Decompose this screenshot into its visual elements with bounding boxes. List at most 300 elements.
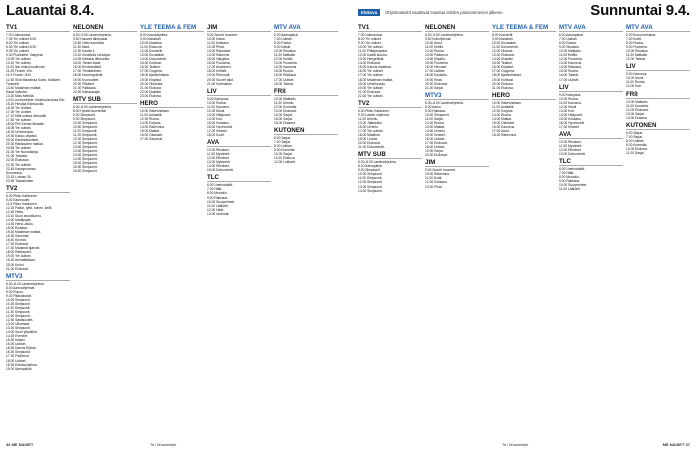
program-row: 21.05 Tosiasia.	[6, 154, 28, 159]
program-row: 12.00 Simpsonit.	[73, 137, 98, 142]
program-row: 10.30 Simpsonit.	[73, 124, 98, 129]
program-row: 9.30 Pääkokuiset.	[6, 293, 33, 298]
program-row: 18.00 Kokkailu.	[425, 73, 448, 78]
program-row: 14.00 Suuri ylävaltiot.	[6, 330, 38, 335]
program-row: 18.00 Ajankohtaiset.	[492, 73, 522, 78]
program-row: 6.00–9.50 Lastenohjelmia.	[425, 33, 464, 37]
listing-column	[626, 22, 690, 437]
program-row: 10.00 Suurperheet.	[207, 199, 236, 204]
program-row: 15.30 Isolasi.	[6, 338, 26, 343]
program-row: 6.00 Aamupäivä.	[559, 33, 584, 37]
program-row: 6.00 Unelmahäät.	[207, 183, 234, 188]
channel-heading: AVA	[559, 131, 623, 139]
program-row: 8.00 Ruoka.	[274, 41, 292, 46]
program-row: 11.00 Simpsonit.	[73, 128, 98, 133]
program-row: 11.00 Lääkärit.	[559, 187, 581, 192]
program-row: 10.00 Rakennus.	[425, 172, 450, 177]
program-row: 8.00 Yle uutiset.	[358, 37, 382, 42]
program-row: 23.00 Elokuva.	[140, 93, 162, 98]
program-row: 9.30 Simpsonit.	[73, 116, 96, 121]
program-row: 19.00 Kuurouteet.	[73, 77, 100, 82]
program-row: 17.10 Mitä soittaa vihtoralle.	[6, 113, 48, 118]
program-row: 13.00 Korjaus.	[140, 120, 162, 125]
program-row: 12.00 Elokuvat.	[626, 107, 649, 112]
program-row: 8.00 Ruoka.	[559, 41, 577, 46]
channel-heading: YLE TEEMA & FEM	[492, 24, 556, 32]
program-row: 15.00 Teatteri.	[492, 61, 513, 66]
program-row: 19.30 Kauko-ohjattut.	[6, 134, 38, 139]
left-page	[0, 0, 344, 449]
program-row: 17.00 Ooppera.	[492, 69, 515, 74]
program-row: 8.00 Aamuohjelmat.	[6, 285, 36, 290]
program-row: 8.00 Aamupäivä.	[358, 164, 383, 169]
program-row: 19.00 Urheiluruutu.	[358, 81, 387, 86]
program-row: 13.40 Maailman matkat.	[6, 85, 42, 90]
program-row: 22.45 Kausiprosessi.	[6, 166, 37, 171]
program-row: 16.00 Kauneus.	[492, 124, 516, 129]
program-row: 14.00 Simpsonit.	[73, 153, 98, 158]
program-row: 6.00–8.00 Lastenohjelmia.	[73, 104, 112, 109]
program-row: 9.00 Klassiset.	[492, 37, 514, 42]
program-row: 14.00 Hääpuvut.	[559, 112, 584, 117]
program-row: 11.00 Autotallit.	[140, 112, 163, 117]
program-row: 20.00 Historiaa.	[140, 81, 164, 86]
program-row: 7.00 Sarjat.	[274, 139, 291, 144]
program-row: 11.5 Pikku Kakkonen.	[6, 201, 38, 206]
program-row: 6.30–8.00 Lastenohjelmia.	[425, 100, 464, 105]
program-row: 14.00 Urheilu.	[425, 128, 446, 133]
program-row: 10.00 Rakennetaan.	[492, 100, 522, 105]
footer-page-number: ME NAISET 37	[662, 442, 690, 447]
listing-column	[140, 22, 204, 437]
program-row: 15.00 Sarjat.	[274, 116, 293, 121]
program-row: 12.00 Simpsonit.	[6, 314, 31, 318]
program-row: 14.05 Katsaus lähikuntia.	[73, 57, 110, 62]
program-row: 12.30 Kautta 4.	[73, 49, 96, 54]
program-row: 16.00 Hyvinvointi.	[207, 124, 234, 129]
program-row: 9.00 Klassiset.	[140, 37, 162, 42]
program-row: 16.00 Puutarha.	[207, 61, 231, 66]
program-row: 15.00 Kisassa.	[6, 226, 28, 231]
program-row: 22.00 Elokuvan.	[6, 158, 30, 163]
program-row: 18.00 Maailma.	[358, 133, 381, 138]
program-row: 15.00 Ostokset.	[492, 120, 516, 125]
program-row: 13.00 Pihat.	[425, 184, 443, 189]
program-row: 14.30 Hersi-Jauko.	[6, 222, 34, 227]
program-row: 11.00 Kokkaus.	[207, 41, 230, 46]
program-row: 13.30 Simpsonit.	[73, 149, 98, 154]
program-row: 22.00 Katsausajat.	[73, 89, 101, 94]
program-row: 21.00 Sarjat.	[425, 85, 444, 90]
program-row: 8.00 Kausiohjelma.	[140, 33, 169, 37]
program-row: 17.00 Kauneus.	[140, 137, 164, 142]
program-row: 11.30 Simpsonit.	[6, 309, 31, 314]
program-row: 14.00 Rakkaus.	[559, 65, 582, 70]
program-row: 10.00 Rikokset.	[207, 148, 230, 153]
program-row: 22.00 Musiikki.	[140, 89, 162, 94]
program-row: 16.00 Yle uutiset.	[358, 69, 384, 74]
program-row: 9.00 Rakkaus.	[425, 108, 447, 113]
program-row: 10.00 Rakennetaan.	[140, 108, 170, 113]
program-row: 15.00 Matkat.	[140, 128, 160, 133]
channel-heading: FRII	[274, 88, 338, 96]
program-row: 11.00 Dokumentti.	[492, 45, 519, 50]
program-row: 16.00 Tarinat.	[559, 73, 579, 78]
channel-heading: JIM	[207, 24, 271, 32]
program-row: 14.20 Miss Merkila.	[6, 93, 35, 98]
program-row: 11.00 Matkailu.	[274, 53, 297, 58]
program-row: 20.00 Suuret talot.	[207, 77, 234, 82]
program-row: 14.30 Simpsonit.	[73, 157, 98, 162]
program-row: 8.05 Yle uutiset 8.30.	[6, 45, 37, 50]
program-row: 21.00 Elokuvat.	[358, 89, 381, 94]
program-row: 18.00 Maailman matkat.	[358, 77, 394, 82]
program-row: 7.00 Uutiset.	[274, 37, 293, 42]
program-row: 16.00 Ensimmäisiä.	[73, 65, 102, 70]
program-row: 12.00 Ruoka.	[425, 120, 445, 125]
program-row: 14.00 Draama.	[626, 115, 648, 120]
program-row: 15.00 Ruoka.	[559, 69, 579, 74]
program-row: 13.00 Elokuvat.	[274, 108, 297, 113]
channel-heading: JIM	[425, 159, 489, 167]
program-row: 13.10 Suuri seurakunnu.	[6, 213, 42, 218]
program-row: 19.00 Kulttuuri.	[492, 77, 515, 82]
channel-heading: TLC	[559, 158, 623, 166]
listing-column	[559, 22, 623, 437]
genre-tag: Elokuva	[358, 9, 380, 16]
program-row: 22.00 Yle uutiset.	[358, 93, 384, 98]
header-notice	[358, 9, 504, 16]
program-row: 14.00 Rakenne.	[207, 53, 231, 58]
program-row: 11.00 Pitkäperjantai.	[358, 49, 388, 54]
channel-heading: NELONEN	[73, 24, 137, 32]
program-row: 16.00 Hevoset.	[425, 65, 448, 70]
channel-heading: MTV SUB	[73, 96, 137, 104]
listing-column	[274, 22, 338, 437]
program-row: 13.00 Elokuvat.	[492, 53, 515, 58]
program-row: 8.00 Uutiset.	[274, 144, 293, 149]
program-row: 20.00 Kuhni.	[6, 262, 25, 267]
program-row: 14.45 Eveneet.	[6, 334, 29, 339]
program-row: 12.00 Kaikki kuuluu.	[358, 53, 388, 58]
program-row: 11.00 Sarjat.	[425, 116, 444, 121]
listing-columns-left	[6, 22, 338, 437]
program-row: 13.30 Simpsonit.	[6, 326, 31, 331]
program-row: 10.00 Maailma.	[140, 41, 163, 46]
program-row: 18.00 Piiri Kerran Ahtaalle.	[6, 122, 46, 127]
program-row: 20.30 Rakkauden matkat.	[6, 142, 44, 147]
program-row: 11.00 Matkailu.	[626, 53, 649, 58]
program-row: 11.00 Simpsonit.	[6, 305, 31, 310]
program-row: 21.00 Elokuva.	[492, 85, 514, 90]
program-row: 9.00 Simpsonit.	[73, 112, 96, 117]
program-row: 9.00 Yle uutiset.	[358, 41, 382, 46]
program-row: 18.00 Tarinat.	[274, 81, 294, 86]
program-row: 10.00 Matkailu.	[274, 96, 297, 101]
program-row: 15.20 Hirviöjä Edesvuoila.	[6, 101, 45, 106]
program-row: 18.30 Erikoisohjelma.	[6, 362, 38, 367]
program-row: 13.00 Rautaiset.	[207, 49, 232, 54]
program-row: 12.00 Tarinat.	[626, 57, 646, 62]
program-row: 11.5 Frozen 11th.	[6, 73, 32, 78]
program-row: 12.30 Salaisuudet.	[6, 318, 34, 323]
program-row: 17.30 Elokuvat.	[6, 242, 29, 247]
program-row: 9.00 Kampaus.	[207, 96, 230, 101]
program-row: 12.00 Historia.	[492, 49, 514, 54]
program-row: 12.00 Pihat.	[207, 45, 225, 50]
footer-credit: Ts / Ilmaveislet	[150, 442, 177, 447]
program-row: 15.00 Kokkaus.	[207, 120, 230, 125]
program-row: 17.00 Asuminen.	[207, 65, 232, 70]
program-row: 10.50 Hetki tuomioita.	[73, 41, 105, 46]
page-gutter	[344, 0, 352, 449]
program-row: 6.00–8.00 Lastenohjelmia.	[358, 160, 397, 165]
program-row: 15.00 Ruoka.	[274, 69, 294, 74]
program-row: 6.30 Pikku Kakkonen.	[358, 108, 390, 113]
program-row: 9.00 Komedia.	[274, 148, 296, 153]
program-row: 14.00 Rikokset.	[207, 164, 230, 169]
program-row: 20.00 Elokuvat.	[358, 141, 381, 146]
program-row: 14.00 Kilpailu.	[425, 57, 446, 62]
program-row: 18.30 Urheiluruutu.	[6, 130, 35, 135]
program-row: 6.30–8.00 Lastenohjelmia.	[6, 281, 45, 286]
program-row: 15.00 Dokumentit.	[207, 168, 234, 173]
channel-heading: MTV AVA	[626, 24, 690, 32]
program-row: 11.25 Frozen 10h.	[6, 69, 33, 74]
program-row: 15.00 Simpsonit.	[73, 161, 98, 166]
program-row: 9.00 Sisustus.	[559, 45, 580, 50]
channel-heading: MTV AVA	[274, 24, 338, 32]
program-row: 13.00 Kauneus.	[559, 61, 583, 66]
program-row: 11.30 Maut.	[73, 45, 91, 50]
program-row: 15.00 Puutarha.	[425, 61, 449, 66]
channel-heading: HERO	[140, 100, 204, 108]
program-row: 9.00 Komedia.	[626, 142, 648, 147]
program-row: 11.00 Kodit.	[425, 176, 443, 181]
program-row: 12.00 Muoti.	[559, 104, 578, 109]
program-row: 12.00 Ruoka.	[140, 116, 160, 121]
program-row: 16.00 Draama.	[274, 120, 296, 125]
program-row: 20.00 Yle uutiset.	[358, 85, 384, 90]
program-row: 13.00 Mysteerit.	[207, 160, 231, 165]
program-row: 14.00 Rakennus.	[140, 124, 165, 129]
schedule-note: Ohjelmatiedot saattavat muuttua lehden painoonmenon jälkeen.	[385, 10, 504, 15]
program-row: 17.00 Uutiset.	[425, 69, 446, 74]
channel-heading: MTV3	[425, 92, 489, 100]
program-row: 9.00 Lasten ohjelmat.	[358, 112, 390, 117]
program-row: 8.00 Muotoilu.	[207, 191, 228, 196]
listing-columns-right	[358, 22, 690, 437]
program-row: 13.00 Ulkomaat.	[6, 322, 31, 327]
program-row: 9.50 Huuotet tähtiosaat.	[73, 37, 109, 42]
channel-heading: FRII	[626, 91, 690, 99]
program-row: 11.00 Keittiö.	[559, 53, 579, 58]
program-row: 18.00 Rakennus.	[492, 133, 517, 138]
program-row: 17.00 Uutiset.	[274, 77, 295, 82]
program-row: 17.00 Yle uutiset.	[358, 73, 384, 78]
program-row: 6.00 Sarjat.	[274, 135, 291, 140]
program-row: 15.00 Ihmiset.	[425, 133, 446, 138]
program-row: 13.00 Simpsonit.	[73, 145, 98, 150]
program-row: 11.00 Mysteerit.	[207, 152, 231, 157]
program-row: 12.00 Rikokset.	[559, 148, 582, 153]
program-row: 17.00 Yle Uutiset.	[6, 109, 32, 114]
channel-heading: TLC	[207, 174, 271, 182]
program-row: 16.30 Sanomat.	[6, 234, 30, 239]
program-row: 12.00 Ruoka.	[425, 49, 445, 54]
program-row: 6.00 Sarjat.	[626, 130, 643, 135]
program-row: 12.15 Palkin, tyttö, toinen, keilit.	[6, 205, 53, 210]
program-row: Suomessa.	[6, 170, 23, 175]
channel-heading: LIV	[559, 84, 623, 92]
program-row: 7.00 Sarjat.	[626, 134, 643, 139]
program-row: 6.00 Kuusi mestaria.	[626, 33, 657, 37]
program-row: 13.10 Kestävää Lenkkyia.	[73, 53, 111, 58]
program-row: 9.00 Suuret huoneet.	[425, 168, 456, 173]
program-row: Kausi Valvolat.	[6, 89, 28, 94]
program-row: 14.00 Dokumentit.	[140, 57, 167, 62]
program-row: 19.00 Kirjastot.	[140, 77, 162, 82]
channel-heading: TV2	[6, 185, 70, 193]
program-row: 12.00 Konsertit.	[140, 49, 164, 54]
program-row: 12.30 Simpsonit.	[73, 141, 98, 146]
program-row: 18.00 Huomiopäivät.	[73, 73, 104, 78]
program-row: 17.00 Ooppera.	[140, 69, 163, 74]
program-row: 13.00 Unelmat.	[207, 211, 230, 216]
program-row: 11.00 Ilon eloksi kuullenne.	[6, 65, 46, 70]
program-row: 14.5 Luonnontiede: Mustiuonuoissa Kilv.	[6, 97, 65, 102]
channel-heading: NELONEN	[425, 24, 489, 32]
program-row: 18.00 Rakkaudet.	[6, 250, 32, 255]
channel-heading: KUTONEN	[626, 122, 690, 130]
program-row: 11.30 Simpsonit.	[73, 133, 98, 138]
program-row: 10.00 Simpsonit.	[73, 120, 98, 125]
program-row: 11.00 Sarjat.	[626, 150, 645, 155]
day-heading-saturday: Lauantai 8.4.	[6, 2, 95, 19]
channel-heading: TV1	[6, 24, 70, 32]
program-row: 13.00 Simpsonit.	[358, 184, 383, 189]
program-row: 11.00 Elokuvat.	[140, 45, 163, 50]
listing-column	[6, 22, 70, 437]
program-row: 6.00 Unelmahäät.	[559, 167, 586, 172]
program-row: 14.00 Kauneus.	[274, 65, 298, 70]
program-row: 19.00 Sarjat.	[425, 149, 444, 154]
program-row: 16.00 Kirjastot.	[492, 65, 514, 70]
program-row: 7.00 Kodit.	[626, 37, 642, 42]
program-row: 18.00 Ajankohtaisia.	[140, 73, 170, 78]
program-row: 20.00 Elokuvat.	[425, 153, 448, 158]
program-row: 15.00 Kulttuuri.	[140, 61, 163, 66]
program-row: 9.00 Rakkaus.	[207, 195, 229, 200]
program-row: 9.00 Ruusu.	[6, 289, 24, 294]
program-row: 18.00 Uutiset.	[425, 145, 446, 150]
program-row: 18.00 Kodit.	[207, 133, 225, 138]
program-row: 6.30 Pikku Kakkonen.	[6, 193, 38, 198]
program-row: 13.00 Dokumentit.	[559, 152, 586, 157]
program-row: 12.45 Hettu.	[6, 209, 24, 214]
program-row: 9.00 Puutarha.	[626, 45, 648, 50]
program-row: 10.30 Autot.	[425, 41, 443, 46]
program-row: 13.00 Matkat.	[425, 124, 445, 129]
program-row: 13.00 Palkinnot.	[425, 53, 449, 58]
program-row: 17.00 Yle uutiset.	[358, 128, 384, 133]
program-row: 7.00 Häät.	[559, 171, 575, 176]
channel-heading: LIV	[207, 88, 271, 96]
program-row: 8.00 Uutiset.	[626, 138, 645, 143]
program-row: 10.00 Simpsonit.	[6, 297, 31, 302]
program-row: 17.30 Palkinnot.	[6, 354, 30, 359]
program-row: 15.00 Kaunis maailma.	[358, 65, 392, 70]
program-row: 8.00 Konsertit.	[492, 33, 514, 37]
program-row: 13.00 Jääkiekko.	[358, 120, 383, 125]
program-row: 13.00 Puutarha.	[274, 61, 298, 66]
program-row: 10.00 Rikokset.	[559, 139, 582, 144]
program-row: 19.00 Yle uutiset.	[6, 254, 32, 259]
program-row: 17.00 Ihmiset.	[207, 128, 228, 133]
right-page	[352, 0, 696, 449]
program-row: 17.00 Ylimääräinen.	[73, 69, 103, 74]
program-row: 10.05 Yle uutiset.	[6, 57, 32, 62]
program-row: 20.00 Karsintatuotteet.	[6, 138, 40, 143]
program-row: 16.05 Kaunis Elämä.	[6, 346, 37, 351]
listing-column	[425, 22, 489, 437]
program-row: 10.00 Simpsonit.	[425, 112, 450, 117]
channel-heading: MTV AVA	[559, 24, 623, 32]
listing-column	[492, 22, 556, 437]
program-row: 19.00 Kisat.	[425, 77, 443, 82]
program-row: 12.00 Keittiö.	[274, 57, 294, 62]
program-row: 10.00 Matkailu.	[559, 49, 582, 54]
program-row: 15.00 Kokkaus.	[559, 116, 582, 121]
channel-heading: TV1	[358, 24, 422, 32]
program-row: 18.05 Yle uutiset.	[6, 126, 32, 131]
program-row: 8.00 Hyvää huomenta!	[73, 108, 107, 113]
program-row: 12.00 Korjaus.	[492, 108, 514, 113]
program-row: 15.30 Simpsonit.	[73, 165, 98, 170]
program-row: 17.40 Maalmat ajanoin.	[6, 246, 41, 251]
program-row: 12.00 Lukkarit.	[274, 160, 296, 165]
program-row: 12.00 Kokkaus.	[425, 180, 448, 185]
listing-column	[358, 22, 422, 437]
listing-column	[73, 22, 137, 437]
program-row: 11.00 Mysteerit.	[559, 144, 583, 149]
program-row: 18.00 Keittiöt.	[207, 69, 228, 74]
program-row: 20.55 Yle uutiset.	[6, 146, 32, 151]
program-row: 12.00 Puutarha.	[559, 57, 583, 62]
program-row: 16.00 Uutiset.	[425, 137, 446, 142]
program-row: 15.00 Hajujeka.	[207, 57, 230, 62]
program-row: 10.00 Kuvataide.	[492, 41, 517, 46]
listing-column	[207, 22, 271, 437]
program-row: 10.00 Sarjat.	[274, 152, 293, 157]
program-row: 9.00 Kaikki.	[274, 45, 292, 50]
program-row: 11.00 Kauneus.	[559, 100, 582, 105]
program-row: 9.00 Kauneus.	[626, 72, 648, 77]
program-row: 13.00 Sarjat.	[626, 111, 645, 116]
program-row: 14.00 Simpsonit.	[358, 188, 383, 193]
program-row: 12.00 Komedia.	[274, 104, 298, 109]
program-row: 7.00 Häät.	[207, 187, 223, 192]
program-row: 21.00 Kotimaiset.	[207, 81, 233, 86]
program-row: 15.40 Maailman matkat.	[6, 230, 42, 235]
program-row: 14.00 Maatipajat.	[6, 218, 32, 223]
program-row: 10.00 Ruoka.	[207, 100, 227, 105]
program-row: 16.00 Hyvinvointi.	[559, 120, 586, 125]
program-row: 12.00 Simpsonit.	[358, 180, 383, 185]
program-row: 9.05 Yle uutiset.	[6, 49, 30, 54]
program-row: 11.00 Elokuva.	[274, 156, 296, 161]
program-row: 7.00 Uutisvuoksi.	[6, 33, 32, 37]
